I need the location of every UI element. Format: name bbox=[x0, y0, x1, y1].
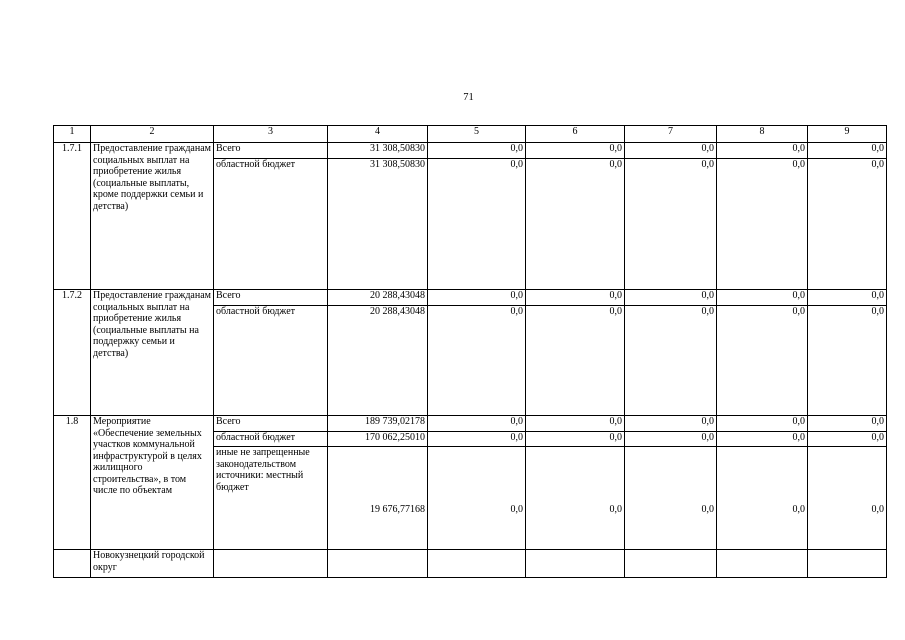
value-cell: 0,0 bbox=[717, 290, 808, 306]
header-cell: 8 bbox=[717, 126, 808, 143]
value-cell: 0,0 bbox=[625, 416, 717, 432]
value-cell: 189 739,02178 bbox=[328, 416, 428, 432]
value-cell: 0,0 bbox=[808, 432, 887, 447]
table-row bbox=[54, 143, 887, 159]
value-cell: 0,0 bbox=[625, 432, 717, 447]
header-cell: 4 bbox=[328, 126, 428, 143]
value-cell: 0,0 bbox=[625, 306, 717, 416]
header-cell: 1 bbox=[54, 126, 91, 143]
value-cell: 0,0 bbox=[808, 290, 887, 306]
value-cell: 0,0 bbox=[717, 432, 808, 447]
row-code: 1.7.1 bbox=[54, 143, 91, 290]
table-row bbox=[54, 550, 887, 578]
value-cell: 0,0 bbox=[428, 290, 526, 306]
empty-cell bbox=[428, 550, 526, 578]
empty-cell bbox=[214, 550, 328, 578]
value-cell: 0,0 bbox=[526, 290, 625, 306]
value-cell: 0,0 bbox=[428, 432, 526, 447]
value-cell: 20 288,43048 bbox=[328, 306, 428, 416]
source-cell: Всего bbox=[214, 143, 328, 159]
row-code: 1.7.2 bbox=[54, 290, 91, 416]
value-cell: 0,0 bbox=[808, 447, 887, 550]
value-cell: 0,0 bbox=[717, 306, 808, 416]
value-cell: 0,0 bbox=[808, 159, 887, 290]
value-cell: 31 308,50830 bbox=[328, 143, 428, 159]
value-cell: 0,0 bbox=[717, 447, 808, 550]
header-row bbox=[54, 126, 887, 143]
row-code: 1.8 bbox=[54, 416, 91, 550]
row-name: Новокузнецкий городской округ bbox=[91, 550, 214, 578]
value-cell: 19 676,77168 bbox=[328, 447, 428, 550]
empty-cell bbox=[808, 550, 887, 578]
header-cell: 6 bbox=[526, 126, 625, 143]
value-cell: 0,0 bbox=[808, 306, 887, 416]
value-cell: 0,0 bbox=[526, 143, 625, 159]
value-cell: 0,0 bbox=[428, 143, 526, 159]
value-cell: 0,0 bbox=[717, 416, 808, 432]
row-name: Предоставление гражданам социальных выплат на приобретение жилья (социальные выплаты, кроме поддержки семьи и детства) bbox=[91, 143, 214, 290]
value-cell: 0,0 bbox=[526, 447, 625, 550]
value-cell: 0,0 bbox=[428, 447, 526, 550]
value-cell: 20 288,43048 bbox=[328, 290, 428, 306]
value-cell: 0,0 bbox=[808, 143, 887, 159]
value-cell: 0,0 bbox=[625, 447, 717, 550]
value-cell: 31 308,50830 bbox=[328, 159, 428, 290]
budget-table bbox=[53, 125, 887, 578]
header-cell: 9 bbox=[808, 126, 887, 143]
value-cell: 0,0 bbox=[625, 290, 717, 306]
table-row bbox=[54, 416, 887, 432]
header-cell: 2 bbox=[91, 126, 214, 143]
value-cell: 0,0 bbox=[717, 159, 808, 290]
empty-cell bbox=[526, 550, 625, 578]
header-cell: 7 bbox=[625, 126, 717, 143]
empty-cell bbox=[328, 550, 428, 578]
value-cell: 0,0 bbox=[526, 159, 625, 290]
header-cell: 3 bbox=[214, 126, 328, 143]
header-cell: 5 bbox=[428, 126, 526, 143]
empty-cell bbox=[625, 550, 717, 578]
row-name: Мероприятие «Обеспечение земельных участков коммунальной инфраструктурой в целях жилищного строительства», в том числе по объектам bbox=[91, 416, 214, 550]
value-cell: 0,0 bbox=[625, 159, 717, 290]
value-cell: 0,0 bbox=[428, 306, 526, 416]
value-cell: 170 062,25010 bbox=[328, 432, 428, 447]
row-name: Предоставление гражданам социальных выплат на приобретение жилья (социальные выплаты на поддержку семьи и детства) bbox=[91, 290, 214, 416]
source-cell: областной бюджет bbox=[214, 306, 328, 416]
value-cell: 0,0 bbox=[526, 432, 625, 447]
empty-cell bbox=[54, 550, 91, 578]
source-cell: Всего bbox=[214, 416, 328, 432]
value-cell: 0,0 bbox=[717, 143, 808, 159]
page-number: 71 bbox=[463, 92, 474, 103]
value-cell: 0,0 bbox=[526, 306, 625, 416]
empty-cell bbox=[717, 550, 808, 578]
table-row bbox=[54, 290, 887, 306]
value-cell: 0,0 bbox=[808, 416, 887, 432]
value-cell: 0,0 bbox=[526, 416, 625, 432]
source-cell: областной бюджет bbox=[214, 432, 328, 447]
source-cell: Всего bbox=[214, 290, 328, 306]
value-cell: 0,0 bbox=[428, 159, 526, 290]
source-cell: иные не запрещенные законодательством источники: местный бюджет bbox=[214, 447, 328, 550]
value-cell: 0,0 bbox=[428, 416, 526, 432]
source-cell: областной бюджет bbox=[214, 159, 328, 290]
value-cell: 0,0 bbox=[625, 143, 717, 159]
